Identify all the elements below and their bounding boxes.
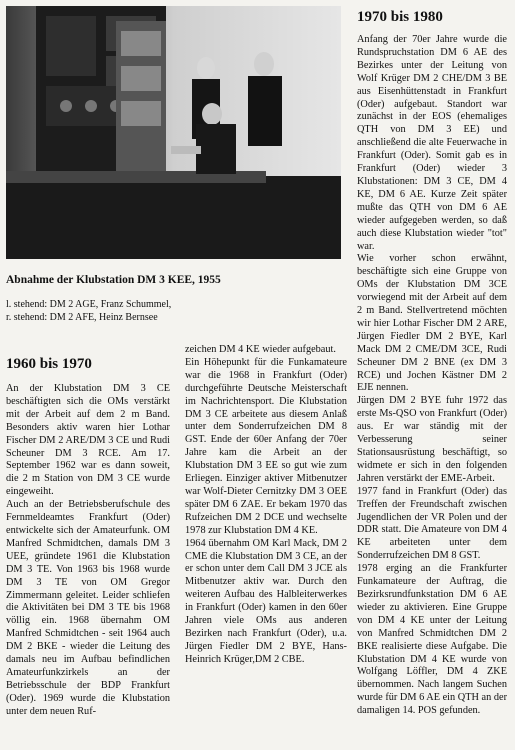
paragraph: An der Klubstation DM 3 CE beschäftigten sich die OMs verstärkt mit der Arbeit auf dem 2 m Band. Besonders aktiv waren hier Lothar Fischer DM 2 ARE/DM 3 CE und Rudi Scheuner DM 3 RCE. Am 17. September 1962 war es dann soweit, die 2 m Station von DM 3 CE wurde eingeweiht. bbox=[6, 383, 170, 498]
historical-photo bbox=[6, 6, 341, 259]
photo-caption-line-2: r. stehend: DM 2 AFE, Heinz Bernsee bbox=[6, 312, 158, 323]
section-heading-1970: 1970 bis 1980 bbox=[357, 9, 443, 25]
paragraph: zeichen DM 4 KE wieder aufgebaut. bbox=[185, 344, 336, 355]
paragraph: 1978 erging an die Frankfurter Funkamateure der Auftrag, die Bezirksrundfunkstation DM 6 AE wieder zu aktivieren. Eine Gruppe von DM 4 KE unter der Leitung von Manfred Schmidtchen DM 2 BKE realisierte diese Aufgabe. Die Klubstation DM 4 KE wurde von Wolfgang Löffler, DM 4 ZKE übernommen. Nach langem Suchen wurde für DM 6 AE ein QTH an der damaligen 14. POS gefunden. bbox=[357, 563, 507, 717]
section-heading-1960: 1960 bis 1970 bbox=[6, 356, 92, 372]
paragraph: Anfang der 70er Jahre wurde die Rundspruchstation DM 6 AE des Bezirkes unter der Leitung von Wolf Krüger DM 2 CHE/DM 3 BE aus Eisenhüttenstadt in Frankfurt (Oder) aufgebaut. Standort war zunächst in der EOS (ehemaliges QTH von DM 3 EE) und anschließend die alte Feuerwache in Frankfurt (Oder). Somit gab es in Frankfurt (Oder) wieder 3 Klubstationen: DM 3 CE, DM 4 KE, DM 6 AE. Kurze Zeit später mußte das QTH von DM 6 AE wieder aufgegeben werden, so daß auch diese Klubstation wieder "tot" war. bbox=[357, 34, 507, 252]
paragraph: 1964 übernahm OM Karl Mack, DM 2 CME die Klubstation DM 3 CE, an der er schon unter dem Call DM 3 JCE als Mitbenutzer aktiv war. Durch den weiteren Aufbau des Halbleiterwerkes in Frankfurt (Oder) kamen in den 60er Jahren viele OMs aus anderen Bezirken nach Frankfurt (Oder), u.a. Jürgen Fiedler DM 2 BYE, Hans-Heinrich Krüger,DM 2 CBE. bbox=[185, 537, 347, 665]
paragraph: Jürgen DM 2 BYE fuhr 1972 das erste Ms-QSO von Frankfurt (Oder) aus. Er war ständig mit der Verbesserung seiner Stationsausrüstung beschäftigt, so widmete er sich in den folgenden Jahren verstärkt der EME-Arbeit. bbox=[357, 395, 507, 484]
paragraph: 1977 fand in Frankfurt (Oder) das Treffen der Freundschaft zwischen Jugendlichen der VR Polen und der DDR statt. Die Amateure von DM 4 KE arbeiteten unter dem Sonderrufzeichen DM 8 GST. bbox=[357, 485, 507, 562]
column-1970-text bbox=[357, 34, 507, 718]
column-1960-left-text bbox=[6, 383, 170, 719]
photo-caption-line-1: l. stehend: DM 2 AGE, Franz Schummel, bbox=[6, 299, 172, 310]
paragraph: Ein Höhepunkt für die Funkamateure war die 1968 in Frankfurt (Oder) durchgeführte Deutsche Meisterschaft im Nachrichtensport. Die Klubstation DM 3 CE arbeitete aus diesem Anlaß unter dem Sonderrufzeichen DM 8 GST. Ende der 60er Anfang der 70er Jahre kam die Arbeit an der Klubstation DM 3 EE so gut wie zum Erliegen. Einziger aktiver Mitbenutzer war Wolf-Dieter Cernitzky DM 3 OEE später DM 6 ZAE. Er bekam 1970 das Rufzeichen DM 2 DCE und wechselte 1978 zur Klubstation DM 4 KE. bbox=[185, 356, 347, 536]
paragraph: Auch an der Betriebsberufschule des Fernmeldeamtes Frankfurt (Oder) entwickelte sich der Amateurfunk. OM Manfred Schmidtchen, damals DM 3 UEE, gründete 1961 die Klubstation DM 3 TE. Von 1963 bis 1968 wurde DM 3 TE von OM Gregor Zimmermann geleitet. Leider schliefen die Aktivitäten bei DM 3 TE bis 1968 völlig ein. 1968 übernahm OM Manfred Schmidtchen - seit 1964 auch DM 2 BKE - wieder die Leitung des damals neu im Aufbau befindlichen Amateurfunkzirkels an der Betriebsschule der BDP Frankfurt (Oder). 1969 wurde die Klubstation unter dem neuen Ruf- bbox=[6, 499, 170, 717]
photo-caption-title: Abnahme der Klubstation DM 3 KEE, 1955 bbox=[6, 274, 221, 286]
column-1960-mid-text bbox=[185, 344, 347, 667]
photo-icon bbox=[6, 6, 341, 259]
paragraph: Wie vorher schon erwähnt, beschäftigte sich eine Gruppe von OMs der Klubstation DM 3CE vorwiegend mit der Arbeit auf dem 2 m Band. Stellvertretend möchten wir hier Lothar Fischer DM 2 ARE, Jürgen Fiedler DM 2 BYE, Karl Mack DM 2 CME/DM 3CE, Rudi Scheuner DM 2 BNE (ex DM 3 RCE) und Jochen Kästner DM 2 EJE nennen. bbox=[357, 253, 507, 394]
